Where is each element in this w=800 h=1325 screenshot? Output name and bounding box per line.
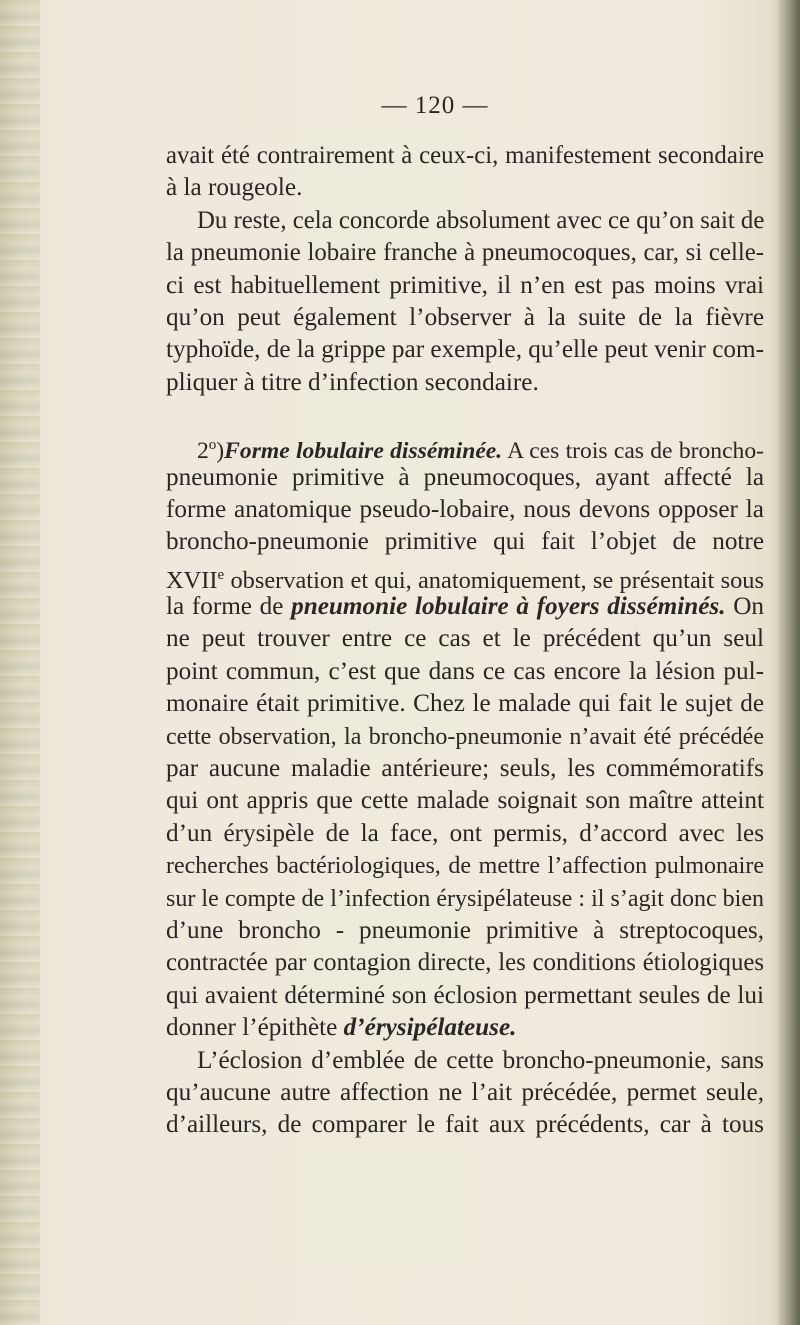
text-line: point commun, c’est que dans ce cas encore la lésion pul- <box>166 657 764 685</box>
roman-numeral: XVII <box>166 566 218 594</box>
text-line: qui avaient déterminé son éclosion permettant seules de lui <box>166 981 764 1009</box>
text-line <box>166 591 764 623</box>
text-line: la pneumonie lobaire franche à pneumocoques, car, si celle- <box>166 239 764 267</box>
text-run: donner l’épithète <box>166 1014 344 1042</box>
text-run: A ces trois cas de broncho- <box>502 438 764 465</box>
section-number-suffix: o <box>208 437 217 454</box>
text-line: d’une broncho - pneumonie primitive à streptocoques, <box>166 916 764 944</box>
text-line: monaire était primitive. Chez le malade qui fait le sujet de <box>166 690 764 718</box>
paragraph-gap <box>166 399 764 429</box>
page-number: — 120 — <box>381 92 489 119</box>
text-line: qu’aucune autre affection ne l’ait précédée, permet seule, <box>166 1078 764 1106</box>
text-line: broncho-pneumonie primitive qui fait l’objet de notre <box>166 528 764 556</box>
text-line: qu’on peut également l’observer à la suite de la fièvre <box>166 303 764 331</box>
text-line: forme anatomique pseudo-lobaire, nous devons opposer la <box>166 495 764 523</box>
text-line: à la rougeole. <box>166 174 303 202</box>
text-line: sur le compte de l’infection érysipélateuse : il s’agit donc bien <box>166 885 764 912</box>
text-line: contractée par contagion directe, les conditions étiologiques <box>166 949 764 977</box>
emphasis-term: d’érysipélateuse. <box>343 1014 517 1042</box>
text-line: d’un érysipèle de la face, ont permis, d’accord avec les <box>166 819 764 847</box>
text-line <box>166 559 764 594</box>
text-line: ne peut trouver entre ce cas et le précédent qu’un seul <box>166 625 764 653</box>
text-line: pneumonie primitive à pneumocoques, ayant affecté la <box>166 463 764 491</box>
text-line: d’ailleurs, de comparer le fait aux précédents, car à tous <box>166 1111 764 1139</box>
text-line: Du reste, cela concorde absolument avec ce qu’on sait de <box>197 206 765 234</box>
ordinal-suffix: e <box>217 566 225 583</box>
text-line: typhoïde, de la grippe par exemple, qu’elle peut venir com- <box>166 336 764 364</box>
text-line: avait été contrairement à ceux-ci, manifestement secondaire <box>166 142 764 169</box>
section-heading-line <box>166 429 764 465</box>
text-run: la forme de <box>166 593 292 621</box>
text-line: cette observation, la broncho-pneumonie n’avait été précédée <box>166 723 764 750</box>
section-paren: ) <box>216 438 225 465</box>
emphasis-term: pneumonie lobulaire à foyers disséminés. <box>291 593 726 621</box>
text-line: L’éclosion d’emblée de cette broncho-pneumonie, sans <box>197 1046 764 1074</box>
section-number: 2 <box>197 438 209 465</box>
text-line: ci est habituellement primitive, il n’en est pas moins vrai <box>166 271 764 299</box>
text-line: recherches bactériologiques, de mettre l’affection pulmonaire <box>166 853 764 880</box>
text-run: On <box>725 593 765 621</box>
text-line <box>166 1012 764 1044</box>
text-line: par aucune maladie antérieure; seuls, les commémoratifs <box>166 755 764 783</box>
text-line: pliquer à titre d’infection secondaire. <box>166 368 539 396</box>
binding-gutter <box>0 0 40 1325</box>
text-line: qui ont appris que cette malade soignait son maître atteint <box>166 787 764 815</box>
text-run: observation et qui, anatomiquement, se présentait sous <box>224 566 764 594</box>
section-heading: Forme lobulaire disséminée. <box>224 438 503 465</box>
page-edge-shadow <box>778 0 800 1325</box>
body-text <box>166 140 764 1142</box>
